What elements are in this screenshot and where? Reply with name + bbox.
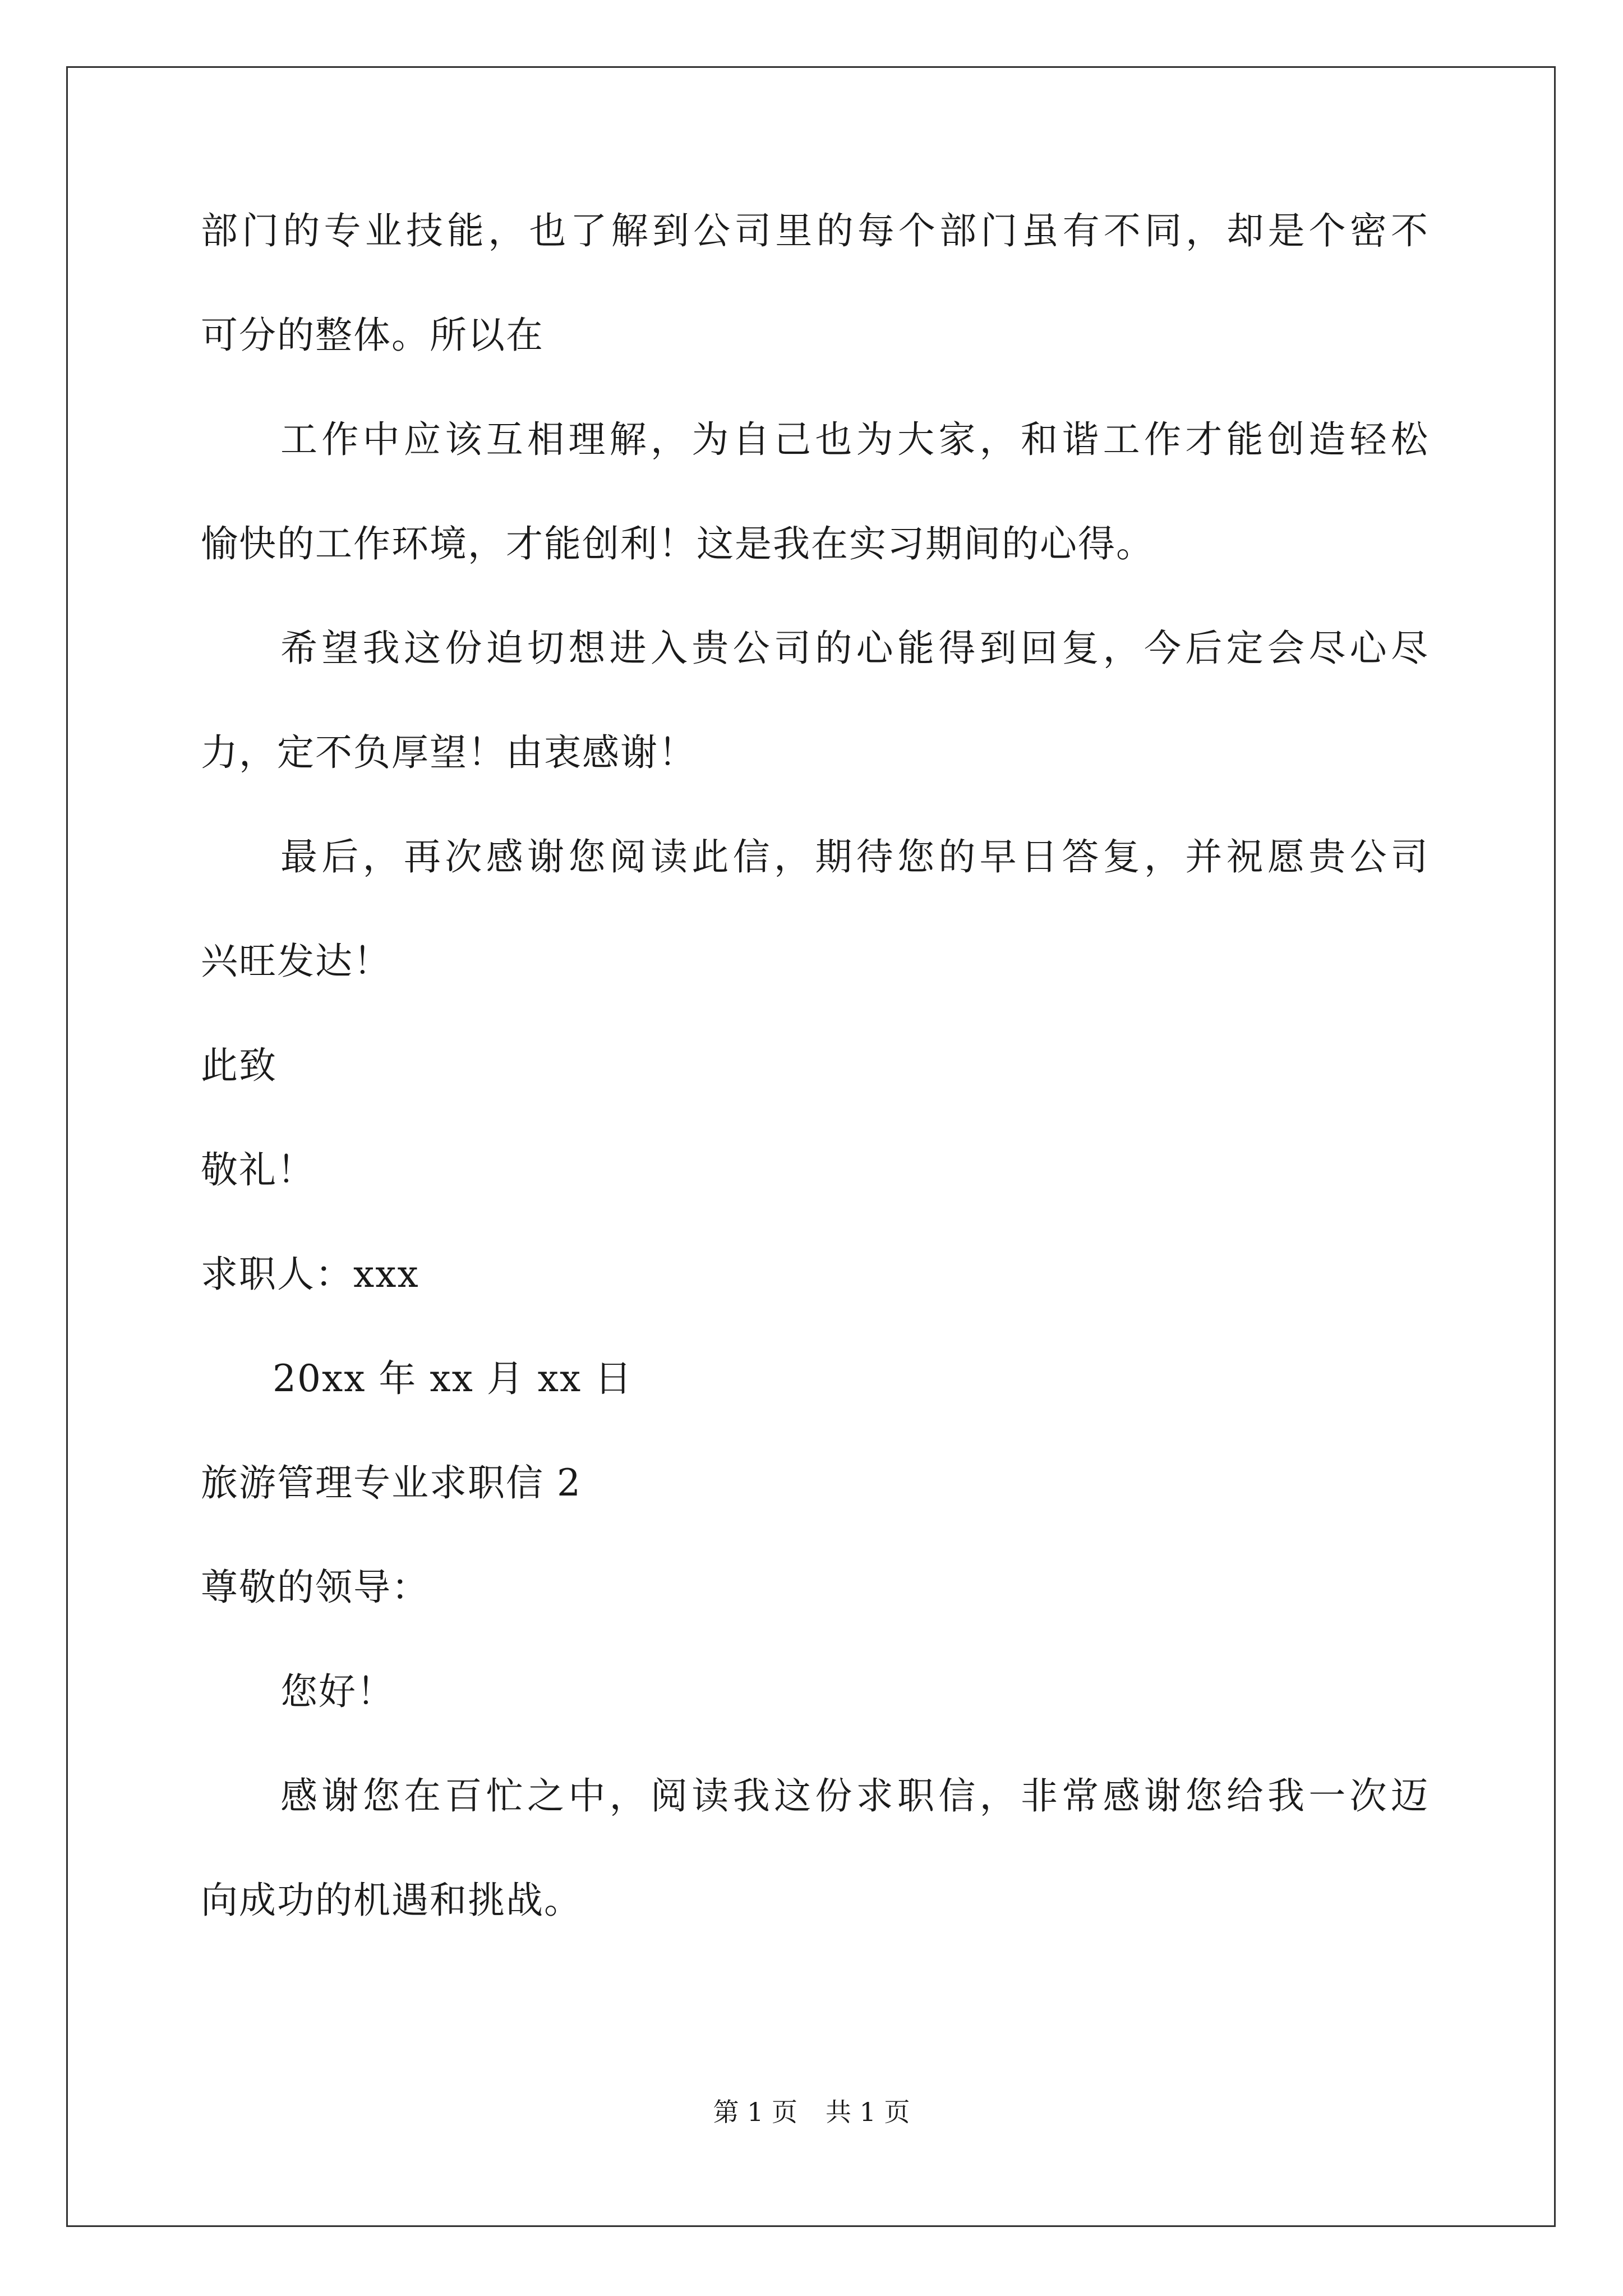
body-line: 可分的整体。所以在 xyxy=(201,314,544,357)
applicant-signature: 求职人：xxx xyxy=(201,1253,419,1296)
page-number: 第 1 页 xyxy=(713,2097,797,2127)
body-line: 兴旺发达！ xyxy=(201,940,391,983)
page-total: 共 1 页 xyxy=(826,2097,910,2127)
page-footer xyxy=(0,2095,1623,2129)
body-line: 部门的专业技能，也了解到公司里的每个部门虽有不同，却是个密不 xyxy=(201,209,1429,252)
greeting: 尊敬的领导： xyxy=(201,1566,430,1609)
closing-salutation: 此致 xyxy=(201,1044,277,1087)
body-line: 向成功的机遇和挑战。 xyxy=(201,1879,582,1922)
body-line: 感谢您在百忙之中，阅读我这份求职信，非常感谢您给我一次迈 xyxy=(280,1774,1429,1818)
greeting-hello: 您好！ xyxy=(280,1670,395,1713)
section-title: 旅游管理专业求职信 2 xyxy=(201,1461,582,1504)
body-line: 力，定不负厚望！由衷感谢！ xyxy=(201,731,697,774)
body-line: 愉快的工作环境，才能创利！这是我在实习期间的心得。 xyxy=(201,522,1154,565)
body-line: 最后，再次感谢您阅读此信，期待您的早日答复，并祝愿贵公司 xyxy=(280,835,1429,878)
closing-regards: 敬礼！ xyxy=(201,1148,315,1191)
letter-date: 20xx 年 xx 月 xx 日 xyxy=(273,1357,633,1400)
body-line: 工作中应该互相理解，为自己也为大家，和谐工作才能创造轻松 xyxy=(280,418,1429,461)
body-line: 希望我这份迫切想进入贵公司的心能得到回复，今后定会尽心尽 xyxy=(280,627,1429,670)
